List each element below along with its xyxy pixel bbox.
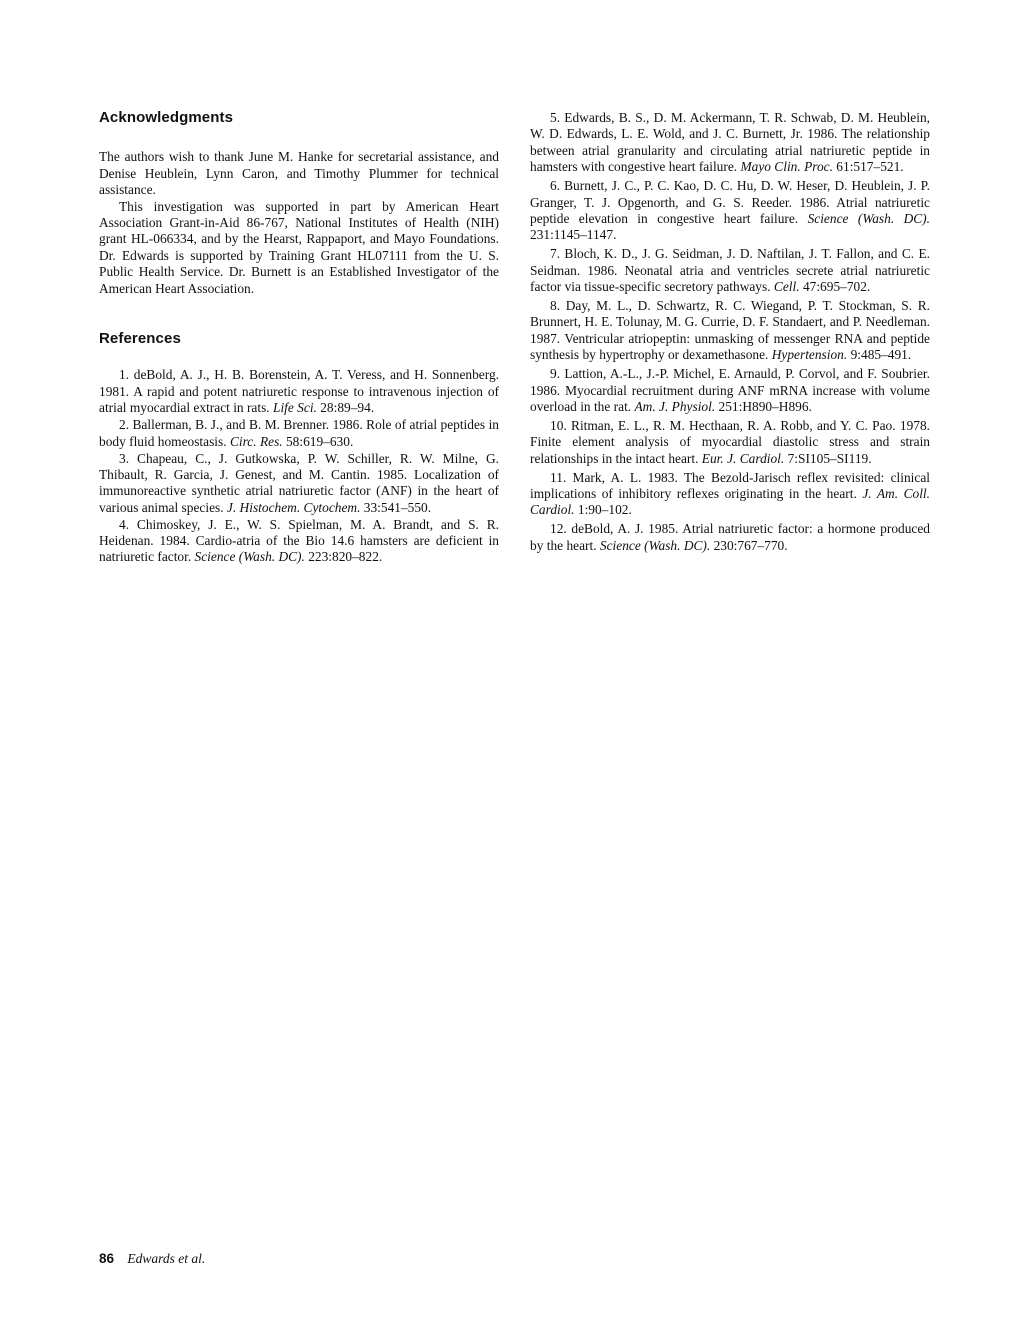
reference-item	[530, 470, 930, 519]
reference-item	[530, 178, 930, 244]
reference-item	[530, 246, 930, 295]
reference-journal: Science (Wash. DC).	[599, 537, 711, 553]
reference-text: 5. Edwards, B. S., D. M. Ackermann, T. R. Schwab, D. M. Heublein, W. D. Edwards, L. E. Wold, and J. C. Burnett, Jr. 1986. The relationship between atrial granularity and circulating atrial natriuretic peptide in hamsters with congestive heart failure.	[530, 110, 930, 175]
reference-journal: Mayo Clin. Proc.	[740, 159, 833, 175]
reference-journal: Life Sci.	[273, 400, 317, 416]
reference-item	[99, 417, 499, 450]
reference-journal: Science (Wash. DC).	[807, 210, 930, 226]
reference-item	[530, 418, 930, 467]
reference-item	[530, 298, 930, 364]
reference-text: 8. Day, M. L., D. Schwartz, R. C. Wiegand, P. T. Stockman, S. R. Brunnert, H. E. Tolunay, M. G. Currie, D. F. Standaert, and P. Needleman. 1987. Ventricular atriopeptin: unmasking of messenger RNA and peptide synthesis by hypertrophy or dexamethasone.	[530, 297, 930, 363]
reference-citation: 7:SI105–SI119.	[784, 450, 872, 466]
reference-text: 4. Chimoskey, J. E., W. S. Spielman, M. A. Brandt, and S. R. Heidenan. 1984. Cardio-atria of the Bio 14.6 hamsters are deficient in natriuretic factor.	[99, 516, 499, 565]
reference-text: 3. Chapeau, C., J. Gutkowska, P. W. Schiller, R. W. Milne, G. Thibault, R. Garcia, J. Genest, and M. Cantin. 1985. Localization of immunoreactive synthetic atrial natriuretic factor (ANF) in the heart of various animal species.	[99, 450, 499, 515]
reference-text: 1. deBold, A. J., H. B. Borenstein, A. T. Veress, and H. Sonnenberg. 1981. A rapid and potent natriuretic response to intravenous injection of atrial myocardial extract in rats.	[99, 367, 499, 416]
reference-item	[530, 110, 930, 176]
acknowledgments-paragraph-2: This investigation was supported in part by American Heart Association Grant-in-Aid 86-767, National Institutes of Health (NIH) grant HL-066334, and by the Hearst, Rappaport, and Mayo Foundations. Dr. Edwards is supported by Training Grant HL07111 from the U. S. Public Health Service. Dr. Burnett is an Established Investigator of the American Heart Association.	[99, 198, 499, 296]
reference-citation: 28:89–94.	[316, 400, 375, 416]
reference-journal: J. Histochem. Cytochem.	[226, 499, 361, 515]
reference-citation: 251:H890–H896.	[715, 398, 812, 414]
reference-item	[530, 521, 930, 554]
right-column	[530, 110, 930, 557]
reference-citation: 9:485–491.	[847, 347, 912, 363]
reference-text: 9. Lattion, A.-L., J.-P. Michel, E. Arnauld, P. Corvol, and F. Soubrier. 1986. Myocardial recruitment during ANF mRNA increase with volume overload in the rat.	[530, 366, 930, 414]
reference-citation: 230:767–770.	[710, 537, 788, 553]
reference-text: 2. Ballerman, B. J., and B. M. Brenner. 1986. Role of atrial peptides in body fluid homeostasis.	[99, 417, 499, 449]
references-heading: References	[99, 330, 181, 348]
reference-citation: 33:541–550.	[360, 499, 432, 515]
reference-journal: Cell.	[773, 279, 800, 295]
reference-journal: Science (Wash. DC).	[194, 549, 305, 565]
reference-journal: J. Am. Coll. Cardiol.	[530, 485, 931, 518]
reference-text: 11. Mark, A. L. 1983. The Bezold-Jarisch reflex revisited: clinical implications of inhibitory reflexes originating in the heart.	[530, 469, 930, 501]
reference-text: 6. Burnett, J. C., P. C. Kao, D. C. Hu, D. W. Heser, D. Heublein, J. P. Granger, T. J. Opgenorth, and G. S. Reeder. 1986. Atrial natriuretic peptide elevation in congestive heart failure.	[530, 178, 930, 226]
reference-text: 10. Ritman, E. L., R. M. Hecthaan, R. A. Robb, and Y. C. Pao. 1978. Finite element analysis of myocardial diastolic stress and strain relationships in the intact heart.	[530, 417, 930, 466]
reference-citation: 58:619–630.	[282, 433, 354, 449]
reference-item	[530, 366, 930, 415]
reference-citation: 231:1145–1147.	[530, 227, 617, 243]
reference-citation: 61:517–521.	[832, 159, 904, 175]
reference-text: 7. Bloch, K. D., J. G. Seidman, J. D. Naftilan, J. T. Fallon, and C. E. Seidman. 1986. Neonatal atria and ventricles secrete atrial natriuretic factor via tissue-specific secretory pathways.	[530, 246, 930, 295]
references-list-right	[530, 110, 930, 554]
reference-text: 12. deBold, A. J. 1985. Atrial natriuretic factor: a hormone produced by the heart.	[530, 521, 930, 553]
reference-item	[99, 451, 499, 517]
reference-journal: Am. J. Physiol.	[634, 398, 716, 414]
page-footer	[99, 1251, 205, 1267]
running-head: Edwards et al.	[127, 1251, 206, 1266]
references-list-left	[99, 367, 499, 565]
reference-citation: 223:820–822.	[304, 549, 383, 565]
page-number: 86	[99, 1251, 115, 1266]
reference-citation: 1:90–102.	[574, 502, 632, 518]
reference-item	[99, 367, 499, 416]
reference-journal: Hypertension.	[771, 347, 848, 363]
reference-citation: 47:695–702.	[799, 279, 871, 295]
reference-journal: Eur. J. Cardiol.	[701, 450, 785, 466]
acknowledgments-heading: Acknowledgments	[99, 109, 234, 126]
reference-item	[99, 517, 499, 566]
reference-journal: Circ. Res.	[229, 433, 283, 449]
left-column	[99, 110, 499, 566]
acknowledgments-paragraph-1: The authors wish to thank June M. Hanke for secretarial assistance, and Denise Heublein, Lynn Caron, and Timothy Plummer for technical assistance.	[99, 149, 499, 198]
